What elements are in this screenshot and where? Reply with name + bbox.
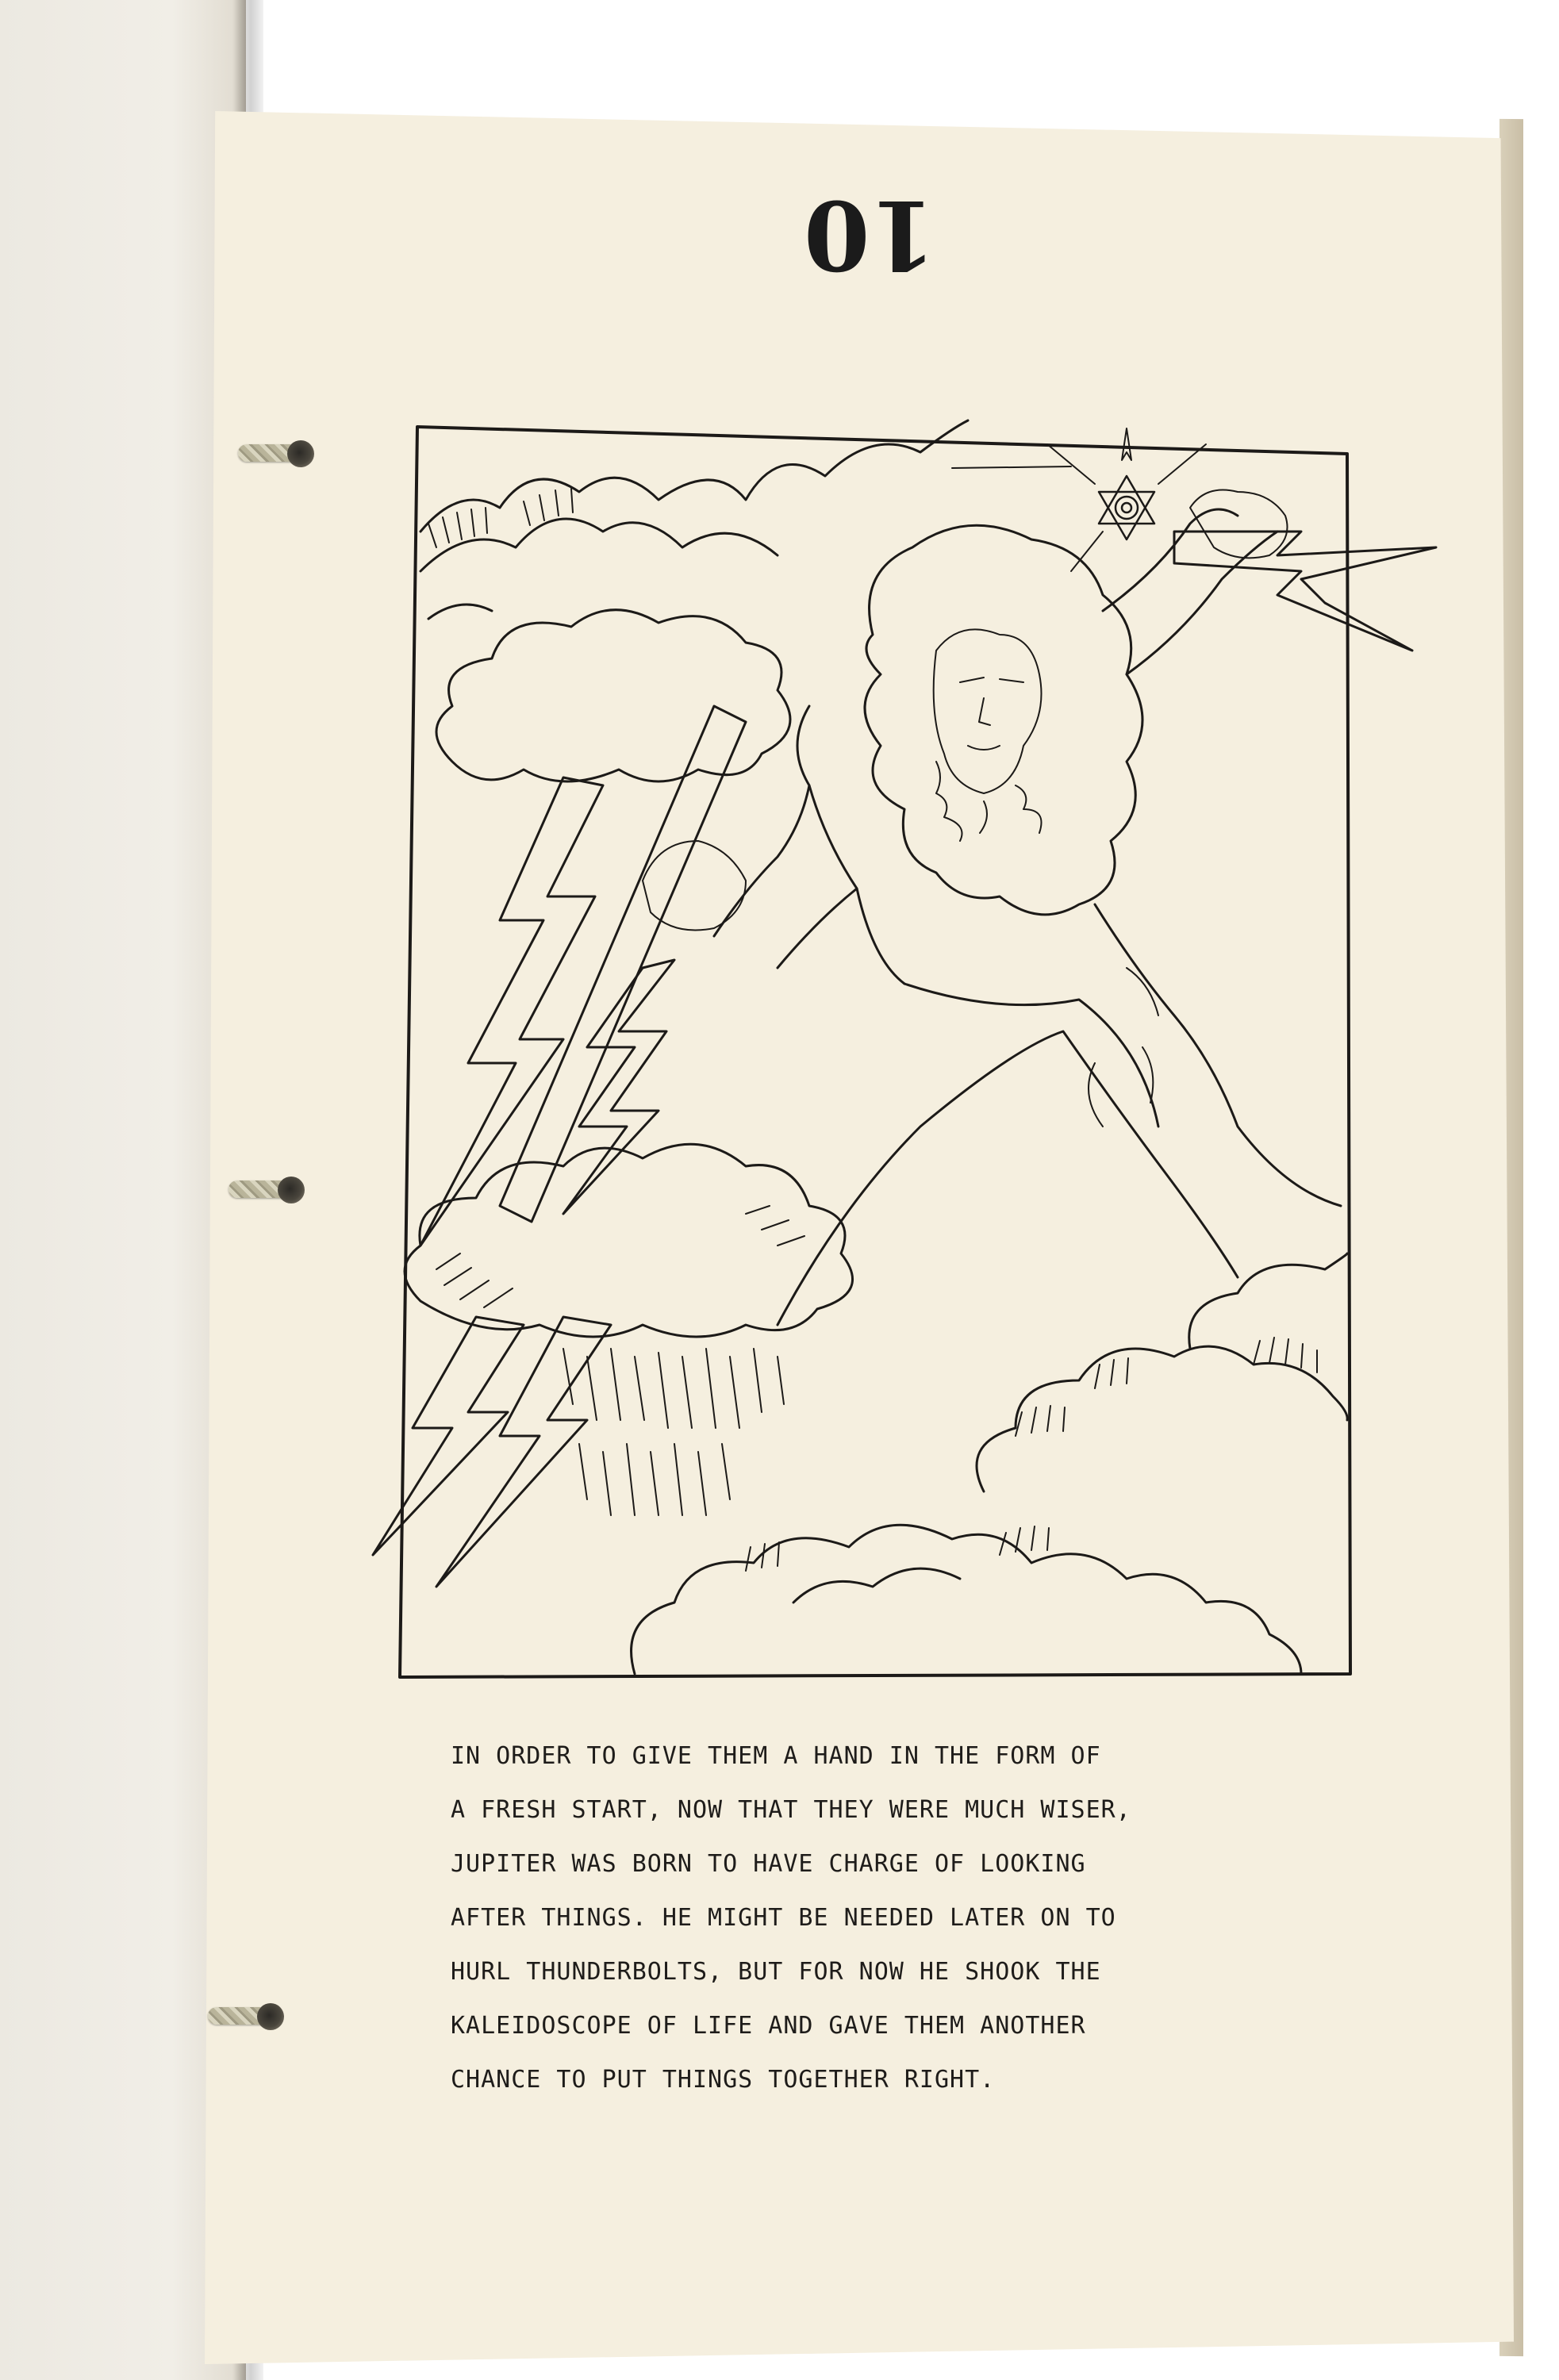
jupiter-illustration (301, 413, 1460, 1682)
rain (563, 1349, 784, 1515)
staff-lightning-bolt (500, 706, 746, 1222)
caption-line: HURL THUNDERBOLTS, BUT FOR NOW HE SHOOK THE (451, 1958, 1101, 1986)
illustration-frame (400, 427, 1350, 1677)
caption-line: AFTER THINGS. HE MIGHT BE NEEDED LATER ON TO (451, 1904, 1116, 1932)
staff-lightning-bolt-zigzag (563, 960, 674, 1214)
caption-line: IN ORDER TO GIVE THEM A HAND IN THE FORM OF (451, 1742, 1101, 1770)
jupiter-figure (643, 490, 1341, 1207)
caption-line: KALEIDOSCOPE OF LIFE AND GAVE THEM ANOTHER (451, 2012, 1086, 2040)
mountain (778, 1031, 1238, 1325)
binding-hole-middle (278, 1177, 305, 1203)
lower-right-clouds (632, 1253, 1348, 1674)
lower-lightning-bolt-2 (436, 1317, 611, 1587)
caption-line: JUPITER WAS BORN TO HAVE CHARGE OF LOOKING (451, 1850, 1086, 1878)
caption-line: A FRESH START, NOW THAT THEY WERE MUCH WISER, (451, 1796, 1131, 1824)
star-of-david (1099, 476, 1154, 539)
caption-text (451, 1729, 1244, 2107)
top-clouds (420, 420, 968, 619)
binding-hole-bottom (257, 2003, 284, 2030)
caption-line: CHANCE TO PUT THINGS TOGETHER RIGHT. (451, 2066, 996, 2094)
left-storm-cloud (436, 610, 790, 781)
page-number: 10 (804, 178, 936, 290)
